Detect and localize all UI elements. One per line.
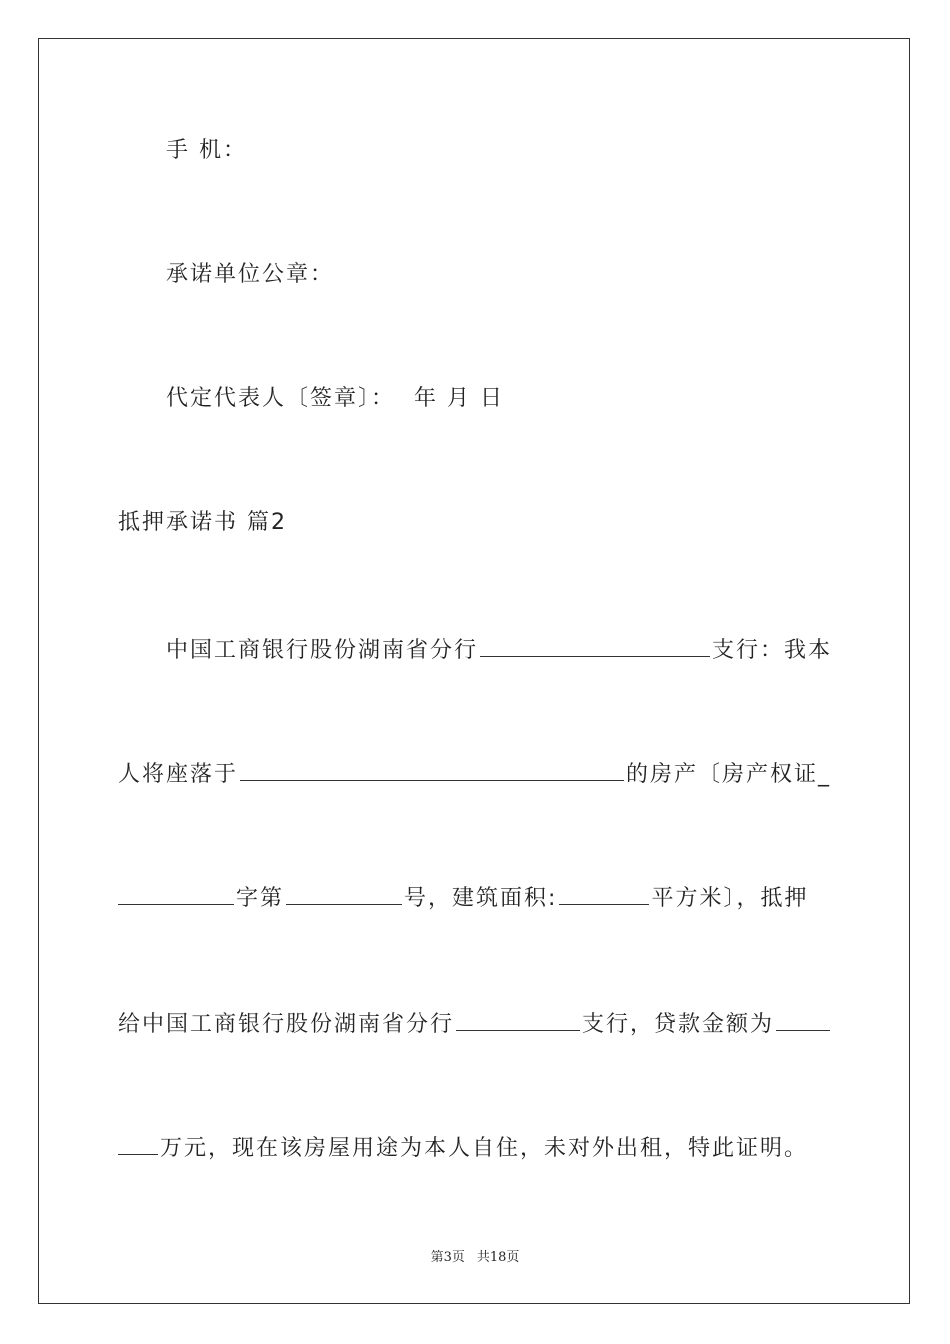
cert-number-blank: [286, 882, 402, 905]
line4-mid: 支行，贷款金额为: [582, 1012, 775, 1037]
loan-amount-blank-end: [118, 1132, 158, 1155]
representative-line: [166, 384, 504, 414]
line2-prefix: 人将座落于: [118, 762, 239, 787]
page-number: 第3页: [430, 1250, 465, 1265]
page-border: [38, 38, 910, 1304]
unit-seal-label: 承诺单位公章：: [166, 262, 335, 287]
address-blank: [240, 758, 624, 781]
line1-prefix: 中国工商银行股份湖南省分行: [166, 638, 479, 663]
branch-blank: [480, 634, 710, 657]
line3-part3: 平方米〕，抵押: [651, 886, 809, 911]
page-total: 共18页: [476, 1250, 520, 1265]
line3-part2: 号，建筑面积:: [404, 886, 558, 911]
line4-prefix: 给中国工商银行股份湖南省分行: [118, 1012, 455, 1037]
section-heading: 抵押承诺书 篇2: [118, 510, 287, 535]
mobile-label: 手 机：: [166, 138, 247, 163]
line2-suffix: 的房产〔房产权证_: [626, 762, 832, 787]
line5-suffix: 万元，现在该房屋用途为本人自住，未对外出租，特此证明。: [160, 1136, 809, 1161]
date-labels: 年 月 日: [414, 386, 505, 411]
loan-amount-blank-start: [776, 1008, 830, 1031]
page-footer: [0, 1246, 950, 1265]
paragraph-line-2: [118, 758, 831, 790]
line3-part1: 字第: [236, 886, 285, 911]
paragraph-line-4: [118, 1008, 832, 1040]
area-blank: [559, 882, 649, 905]
line1-suffix: 支行：我本: [712, 638, 833, 663]
representative-label: 代定代表人〔签章〕：: [166, 386, 396, 411]
branch2-blank: [456, 1008, 580, 1031]
paragraph-line-3: [118, 882, 808, 914]
cert-prefix-blank: [118, 882, 234, 905]
paragraph-line-5: [118, 1132, 808, 1164]
paragraph-line-1: [166, 634, 832, 666]
